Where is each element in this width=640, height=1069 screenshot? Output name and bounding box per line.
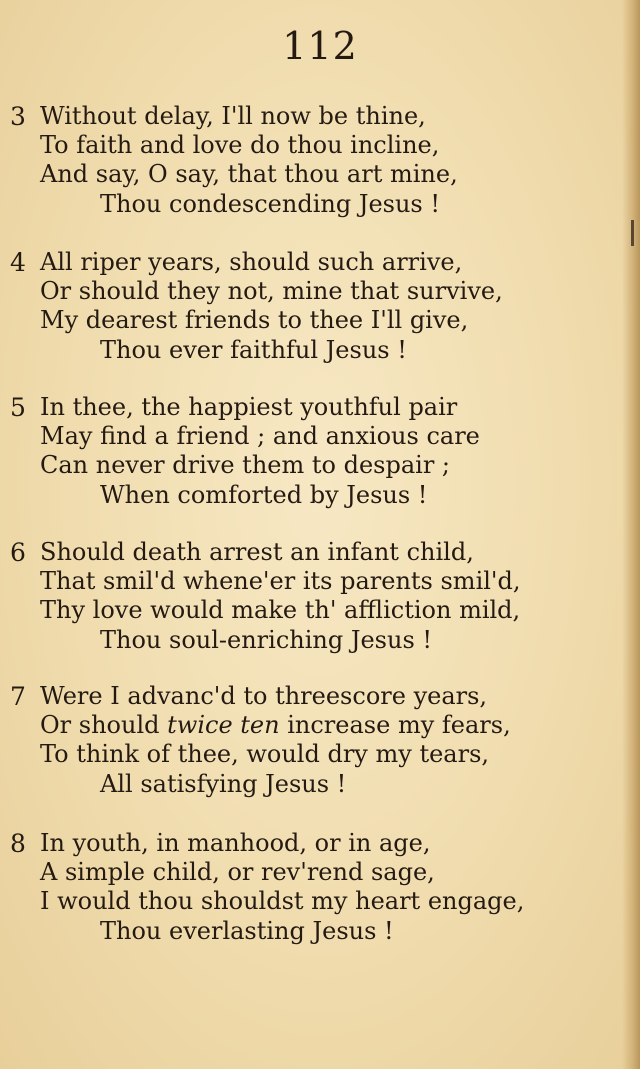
verse-number: 4 bbox=[10, 248, 26, 277]
refrain-line: All satisfying Jesus ! bbox=[100, 770, 347, 798]
verse-line: That smil'd whene'er its parents smil'd, bbox=[40, 567, 521, 595]
verse-line bbox=[40, 711, 511, 739]
verse-line: To think of thee, would dry my tears, bbox=[40, 740, 490, 768]
verse-line: In youth, in manhood, or in age, bbox=[40, 829, 431, 857]
page-edge-mark bbox=[631, 220, 634, 246]
verse-line: Or should they not, mine that survive, bbox=[40, 277, 503, 305]
verse-text: Or should bbox=[40, 711, 160, 739]
verse-number: 5 bbox=[10, 393, 26, 422]
page-number: 112 bbox=[282, 24, 358, 68]
verse-line: I would thou shouldst my heart engage, bbox=[40, 887, 525, 915]
refrain-line: When comforted by Jesus ! bbox=[100, 481, 428, 509]
verse-line: Can never drive them to despair ; bbox=[40, 451, 451, 479]
verse-number: 7 bbox=[10, 682, 26, 711]
refrain-line: Thou soul-enriching Jesus ! bbox=[100, 626, 433, 654]
verse-line: And say, O say, that thou art mine, bbox=[40, 160, 458, 188]
italic-phrase: twice ten bbox=[167, 711, 280, 739]
refrain-line: Thou condescending Jesus ! bbox=[100, 190, 441, 218]
verse-number: 8 bbox=[10, 829, 26, 858]
verse-line: May find a friend ; and anxious care bbox=[40, 422, 480, 450]
verse-line: Should death arrest an infant child, bbox=[40, 538, 474, 566]
verse-line: Thy love would make th' affliction mild, bbox=[40, 596, 521, 624]
refrain-line: Thou ever faithful Jesus ! bbox=[100, 336, 407, 364]
verse-line: To faith and love do thou incline, bbox=[40, 131, 440, 159]
refrain-line: Thou everlasting Jesus ! bbox=[100, 917, 394, 945]
verse-number: 3 bbox=[10, 102, 26, 131]
verse-line: My dearest friends to thee I'll give, bbox=[40, 306, 469, 334]
verse-line: A simple child, or rev'rend sage, bbox=[40, 858, 435, 886]
verse-number: 6 bbox=[10, 538, 26, 567]
verse-line: All riper years, should such arrive, bbox=[40, 248, 463, 276]
verse-text: increase my fears, bbox=[287, 711, 511, 739]
verse-line: In thee, the happiest youthful pair bbox=[40, 393, 458, 421]
page-edge-shadow bbox=[622, 0, 640, 1069]
verse-line: Were I advanc'd to threescore years, bbox=[40, 682, 488, 710]
verse-line: Without delay, I'll now be thine, bbox=[40, 102, 426, 130]
